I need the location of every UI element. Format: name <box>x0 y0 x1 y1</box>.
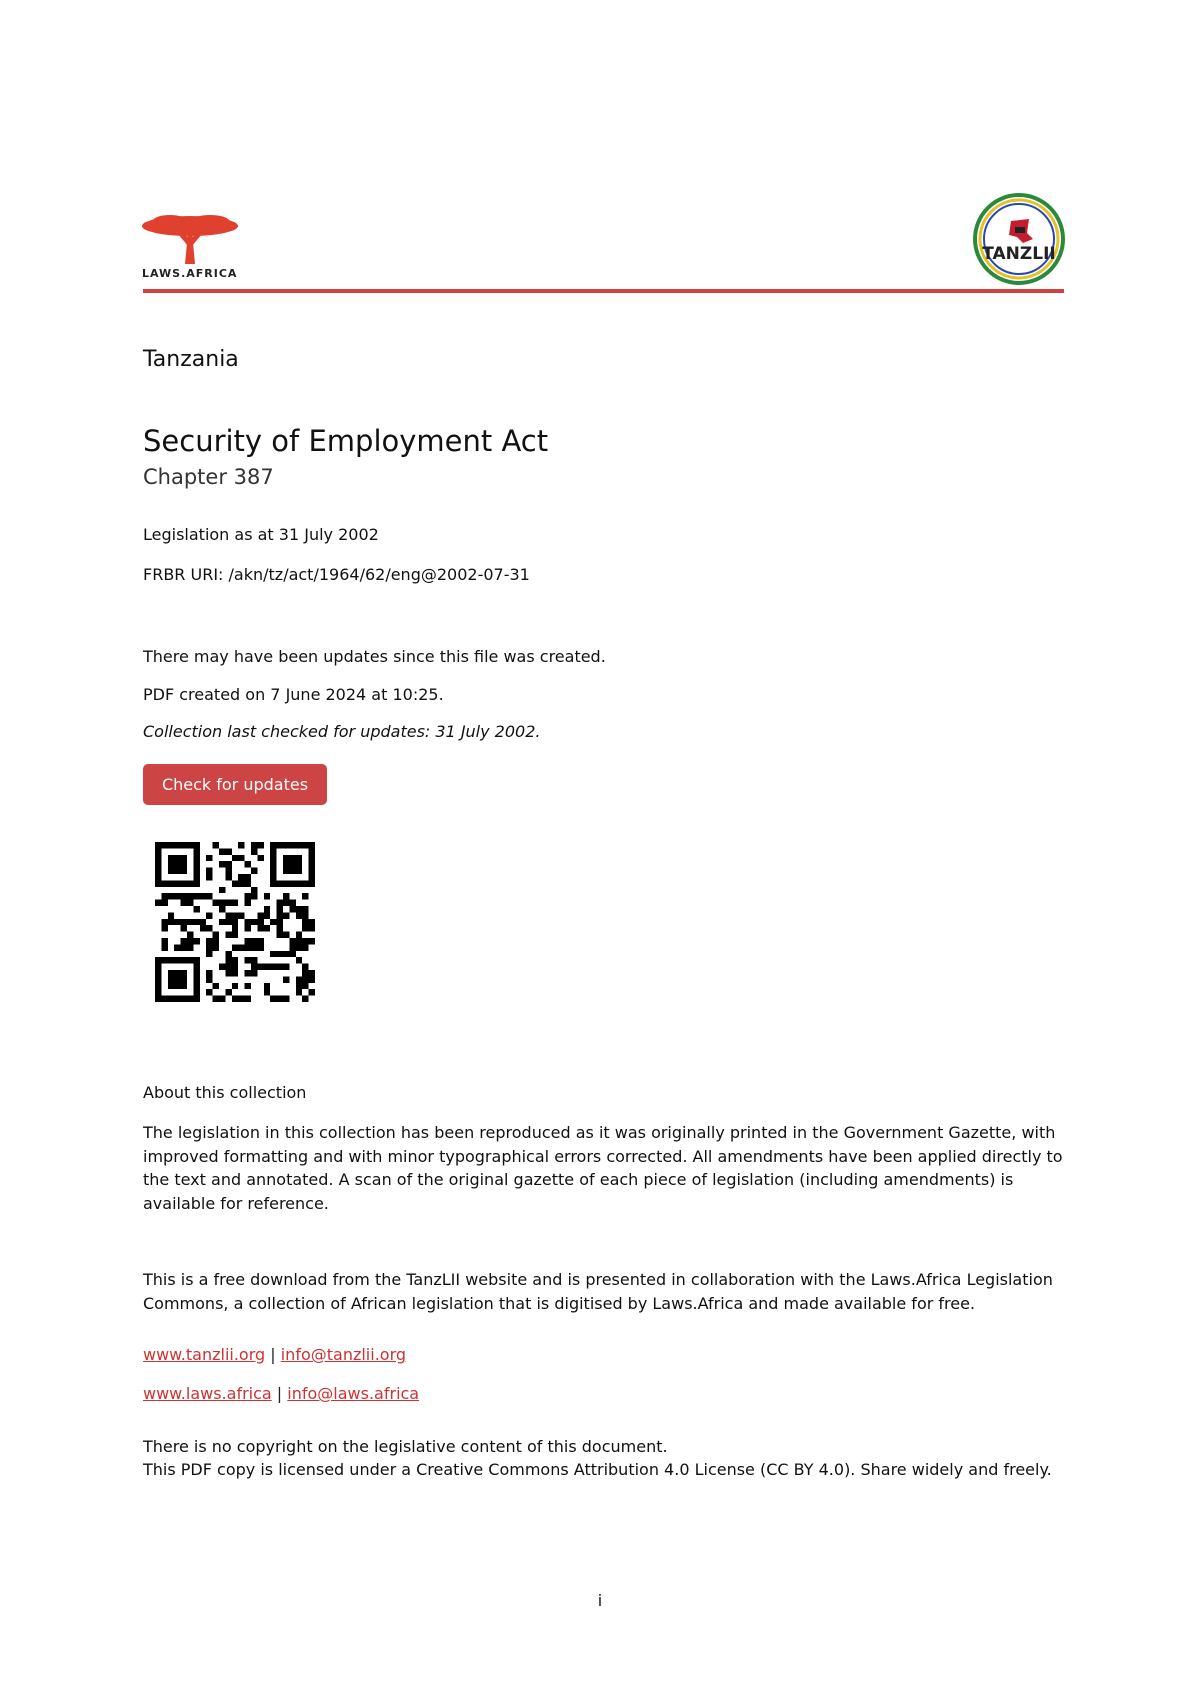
legislation-date: Legislation as at 31 July 2002 <box>143 525 379 544</box>
about-paragraph: The legislation in this collection has been reproduced as it was originally printed in the Government Gazette, with improved formatting and with minor typographical errors corrected. All amendments have been applied directly to the text and annotated. A scan of the original gazette of each piece of legislation (including amendments) is available for reference. <box>143 1123 1063 1213</box>
page-number: i <box>597 1591 603 1610</box>
tanzlii-logo-text: TANZLII <box>982 244 1056 264</box>
lawsafrica-email-link[interactable]: info@laws.africa <box>287 1384 420 1403</box>
updates-notice: There may have been updates since this file was created. <box>143 647 606 666</box>
check-for-updates-button[interactable]: Check for updates <box>143 764 327 805</box>
lawsafrica-website-link[interactable]: www.laws.africa <box>143 1384 272 1403</box>
tanzlii-links <box>143 1345 406 1364</box>
last-checked: Collection last checked for updates: 31 July 2002. <box>143 722 541 741</box>
free-download-notice: This is a free download from the TanzLII website and is presented in collaboration with the Laws.Africa Legislation Commons, a collection of African legislation that is digitised by Laws.Africa and made available for free. <box>143 1270 1053 1313</box>
link-separator: | <box>270 1345 276 1364</box>
tanzlii-website-link[interactable]: www.tanzlii.org <box>143 1345 266 1364</box>
laws-africa-logo-text: LAWS.AFRICA <box>142 267 238 280</box>
license-notice: This PDF copy is licensed under a Creative Commons Attribution 4.0 License (CC BY 4.0). Share widely and freely. <box>143 1460 1052 1479</box>
tanzlii-email-link[interactable]: info@tanzlii.org <box>280 1345 407 1364</box>
link-separator: | <box>276 1384 283 1403</box>
pdf-created: PDF created on 7 June 2024 at 10:25. <box>143 685 444 704</box>
jurisdiction: Tanzania <box>143 347 239 372</box>
copyright-notice: There is no copyright on the legislative content of this document. <box>143 1437 668 1456</box>
header-divider <box>143 289 1064 293</box>
about-heading: About this collection <box>143 1083 307 1102</box>
qr-code[interactable] <box>155 842 315 1002</box>
page-title: Security of Employment Act <box>143 424 549 458</box>
frbr-uri: FRBR URI: /akn/tz/act/1964/62/eng@2002-07-31 <box>143 565 530 584</box>
lawsafrica-links <box>143 1384 419 1403</box>
tanzlii-logo <box>971 193 1067 285</box>
chapter-number: Chapter 387 <box>143 465 274 489</box>
